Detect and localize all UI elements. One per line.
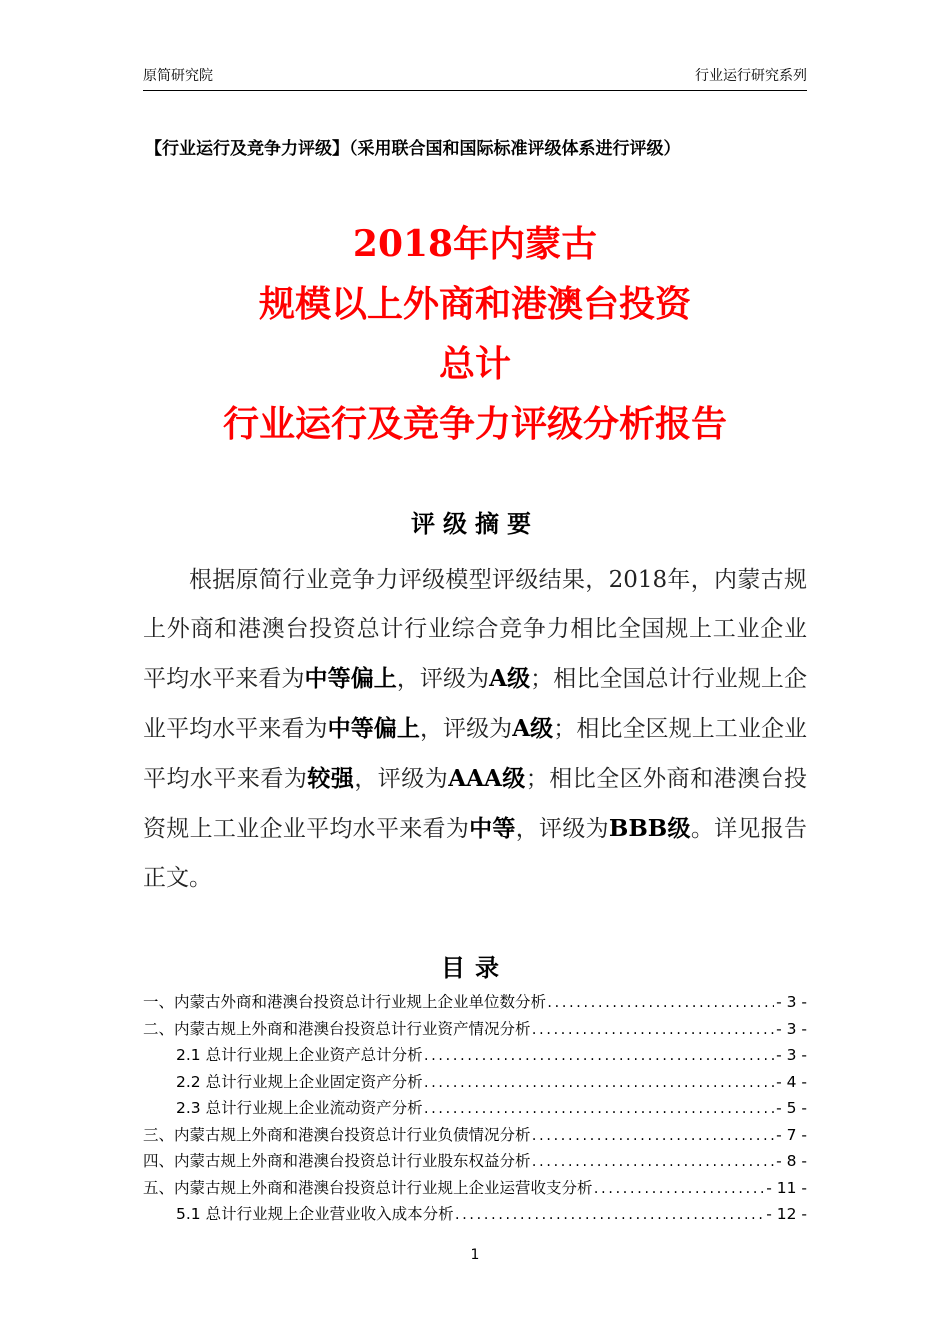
toc-leader-dots: [423, 1044, 775, 1070]
toc-item-page: - 7 -: [776, 1125, 807, 1144]
toc-leader-dots: [593, 1177, 765, 1203]
abstract-paragraph: [143, 556, 807, 903]
abstract-highlight: 中等偏上: [327, 715, 420, 742]
toc-leader-dots: [423, 1097, 775, 1123]
toc-item[interactable]: [143, 1070, 807, 1097]
toc-item[interactable]: [143, 1176, 807, 1203]
toc-item[interactable]: [143, 1017, 807, 1044]
toc-item-title: 5.1 总计行业规上企业营业收入成本分析: [176, 1205, 454, 1223]
title-line: 2018年内蒙古: [352, 223, 598, 265]
abstract-highlight: 较强: [307, 765, 355, 792]
abstract-highlight: 中等偏上: [304, 665, 397, 692]
abstract-text: ；相比全国总计行业规上企业平均水平来看为: [143, 666, 808, 742]
title-line: 行业运行及竞争力评级分析报告: [222, 403, 727, 445]
toc-item-page: - 5 -: [776, 1099, 807, 1117]
abstract-text: ，评级为: [515, 816, 609, 842]
table-of-contents: [143, 990, 807, 1229]
toc-item[interactable]: [143, 1123, 807, 1150]
abstract-heading: 评级摘要: [411, 510, 539, 538]
toc-item-page: - 4 -: [776, 1072, 807, 1091]
toc-item-title: 2.2 总计行业规上企业固定资产分析: [176, 1072, 423, 1091]
toc-item-title: 三、内蒙古规上外商和港澳台投资总计行业负债情况分析: [143, 1125, 531, 1144]
page-number: 1: [470, 1247, 480, 1263]
toc-leader-dots: [454, 1203, 765, 1229]
toc-item[interactable]: [143, 1043, 807, 1070]
toc-item-title: 四、内蒙古规上外商和港澳台投资总计行业股东权益分析: [143, 1152, 531, 1170]
report-title: [100, 214, 850, 454]
toc-item[interactable]: [143, 990, 807, 1017]
toc-leader-dots: [531, 1018, 775, 1044]
header-org-name: 原简研究院: [143, 68, 213, 84]
abstract-text: ，评级为: [419, 716, 513, 742]
toc-heading: 目录: [441, 954, 509, 982]
abstract-highlight: A级: [512, 715, 554, 742]
abstract-text: ；相比全区外商和港澳台投资规上工业企业平均水平来看为: [143, 766, 808, 842]
abstract-highlight: 中等: [469, 815, 516, 842]
toc-item-title: 五、内蒙古规上外商和港澳台投资总计行业规上企业运营收支分析: [143, 1178, 593, 1197]
toc-item-page: - 3 -: [776, 1046, 807, 1064]
title-line: 总计: [438, 343, 511, 385]
abstract-text: 根据原简行业竞争力评级模型评级结果，2018年，内蒙古规上外商和港澳台投资总计行业综合竞争力相比全国规上工业企业平均水平来看为: [143, 567, 807, 692]
abstract-highlight: BBB级: [608, 815, 691, 842]
toc-item-page: - 8 -: [776, 1152, 807, 1170]
toc-item-page: - 11 -: [766, 1178, 807, 1197]
toc-leader-dots: [531, 1150, 775, 1176]
toc-item-title: 2.3 总计行业规上企业流动资产分析: [176, 1099, 423, 1117]
page-header: [143, 66, 807, 91]
toc-item-page: - 3 -: [776, 1019, 807, 1038]
toc-item-title: 2.1 总计行业规上企业资产总计分析: [176, 1046, 423, 1064]
toc-item-page: - 12 -: [766, 1205, 807, 1223]
abstract-text: ，评级为: [396, 666, 490, 692]
toc-item[interactable]: [143, 1096, 807, 1123]
toc-item[interactable]: [143, 1149, 807, 1176]
toc-leader-dots: [423, 1071, 775, 1097]
toc-item-page: - 3 -: [776, 993, 807, 1011]
rating-note: 【行业运行及竞争力评级】（采用联合国和国际标准评级体系进行评级）: [145, 139, 681, 159]
abstract-text: 。详见报告正文。: [143, 816, 808, 891]
toc-leader-dots: [531, 1124, 775, 1150]
abstract-text: ；相比全区规上工业企业平均水平来看为: [143, 716, 808, 792]
toc-item[interactable]: [143, 1202, 807, 1229]
abstract-text: ，评级为: [354, 766, 449, 792]
abstract-highlight: A级: [489, 665, 531, 692]
abstract-highlight: AAA级: [448, 765, 526, 792]
header-series-name: 行业运行研究系列: [695, 68, 807, 84]
title-line: 规模以上外商和港澳台投资: [258, 283, 691, 325]
toc-item-title: 二、内蒙古规上外商和港澳台投资总计行业资产情况分析: [143, 1019, 531, 1038]
toc-leader-dots: [546, 991, 774, 1017]
toc-item-title: 一、内蒙古外商和港澳台投资总计行业规上企业单位数分析: [143, 993, 547, 1011]
